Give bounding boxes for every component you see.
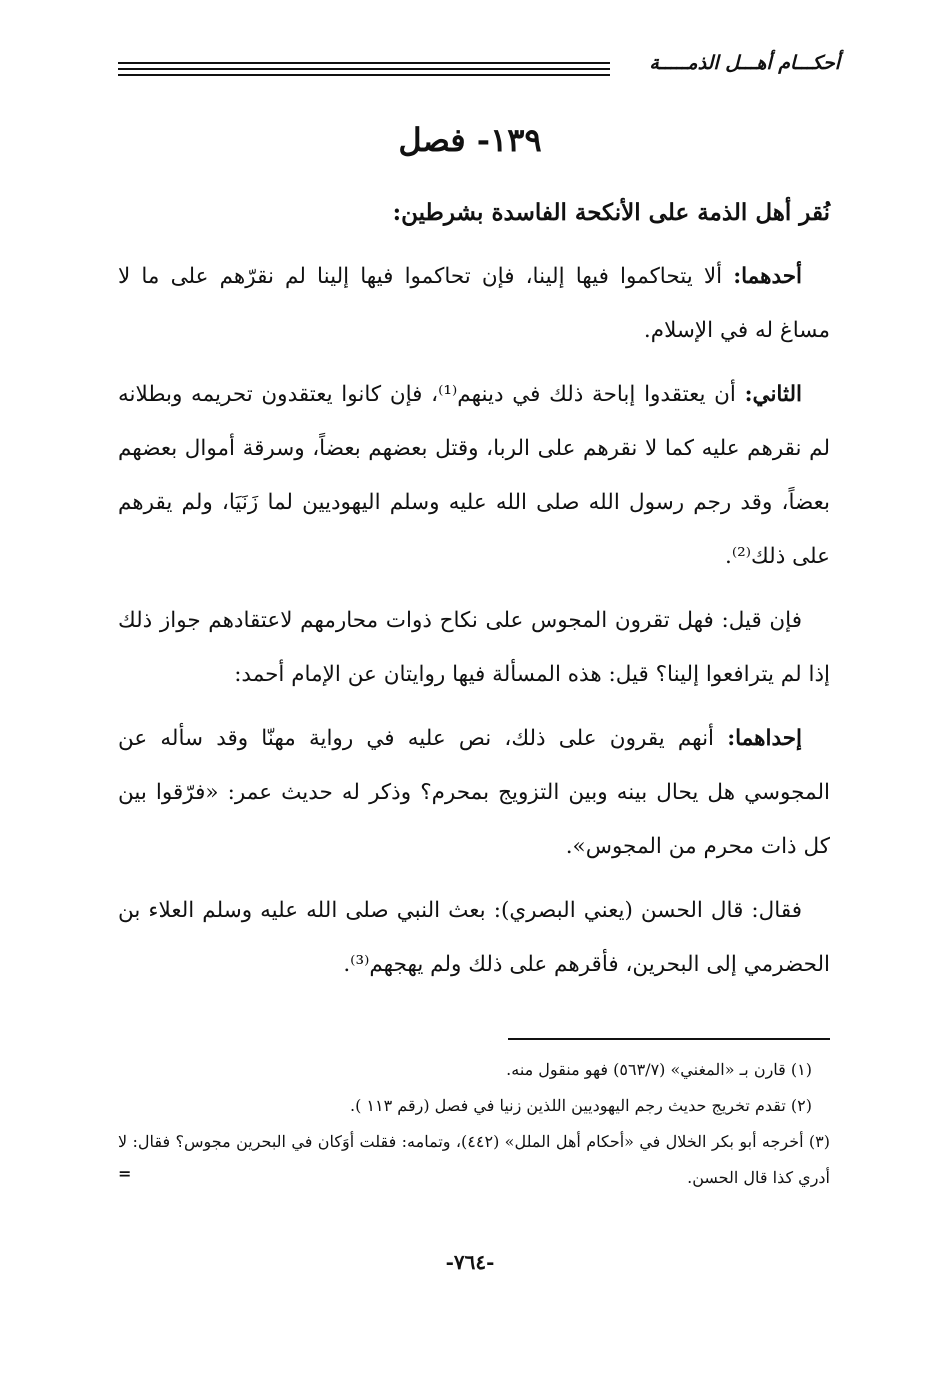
paragraph-text: نُقر أهل الذمة على الأنكحة الفاسدة بشرطين: [392, 199, 830, 226]
body-text [118, 186, 830, 1002]
chapter-title: ١٣٩- فصل [398, 121, 542, 159]
paragraph [118, 186, 830, 240]
paragraph-text: أن يعتقدوا إباحة ذلك في دينهم⁽¹⁾، فإن كانوا يعتقدون تحريمه وبطلانه لم نقرهم عليه كما لا نقرهم على الربا، وقتل بعضهم بعضاً، وسرقة أموال بعضهم بعضاً، وقد رجم رسول الله صلى الله عليه وسلم اليهوديين لما زَنَيَا، ولم يقرهم على ذلك⁽²⁾. [118, 382, 830, 569]
footnote-text: (٣) أخرجه أبو بكر الخلال في «أحكام أهل الملل» (٤٤٢)، وتمامه: فقلت أوَكان في البحرين مجوس؟ فقال: لا أدري كذا قال الحسن. [118, 1132, 830, 1187]
footnote: (٢) تقدم تخريج حديث رجم اليهوديين اللذين زنيا في فصل (رقم ١١٣ ). [350, 1096, 812, 1115]
paragraph-lead: إحداهما: [727, 726, 802, 751]
paragraph-text: فقال: قال الحسن (يعني البصري): بعث النبي صلى الله عليه وسلم العلاء بن الحضرمي إلى البحرين، فأقرهم على ذلك ولم يهجهم⁽³⁾. [118, 898, 830, 977]
footnote: (١) قارن بـ «المغني» (٥٦٣/٧) فهو منقول منه. [506, 1060, 812, 1079]
footnote-continuation-mark: = [118, 1164, 132, 1183]
footnotes [118, 1052, 830, 1196]
paragraph [118, 884, 830, 992]
running-header-title: أحكـــام أهـــل الذمـــــة [649, 52, 840, 74]
paragraph [118, 594, 830, 702]
header-rule [118, 62, 610, 64]
paragraph-lead: أحدهما: [733, 264, 802, 289]
page-number: -٧٦٤- [445, 1250, 495, 1274]
paragraph-lead: الثاني: [744, 382, 802, 407]
header-rule [118, 74, 610, 76]
header-rule [118, 68, 610, 70]
paragraph [118, 250, 830, 358]
footnote-separator [508, 1038, 830, 1040]
running-header [118, 50, 840, 80]
paragraph-text: أنهم يقرون على ذلك، نص عليه في رواية مهنّا وقد سأله عن المجوسي هل يحال بينه وبين التزويج بمحرم؟ وذكر له حديث عمر: «فرّقوا بين كل ذات محرم من المجوس». [118, 726, 830, 859]
paragraph [118, 712, 830, 874]
footnote [118, 1124, 830, 1196]
paragraph-text: ألا يتحاكموا فيها إلينا، فإن تحاكموا فيها إلينا لم نقرّهم على ما لا مساغ له في الإسلام. [118, 264, 830, 343]
paragraph [118, 368, 830, 584]
paragraph-text: فإن قيل: فهل تقرون المجوس على نكاح ذوات محارمهم لاعتقادهم جواز ذلك إذا لم يترافعوا إلينا؟ قيل: هذه المسألة فيها روايتان عن الإمام أحمد: [118, 608, 830, 687]
